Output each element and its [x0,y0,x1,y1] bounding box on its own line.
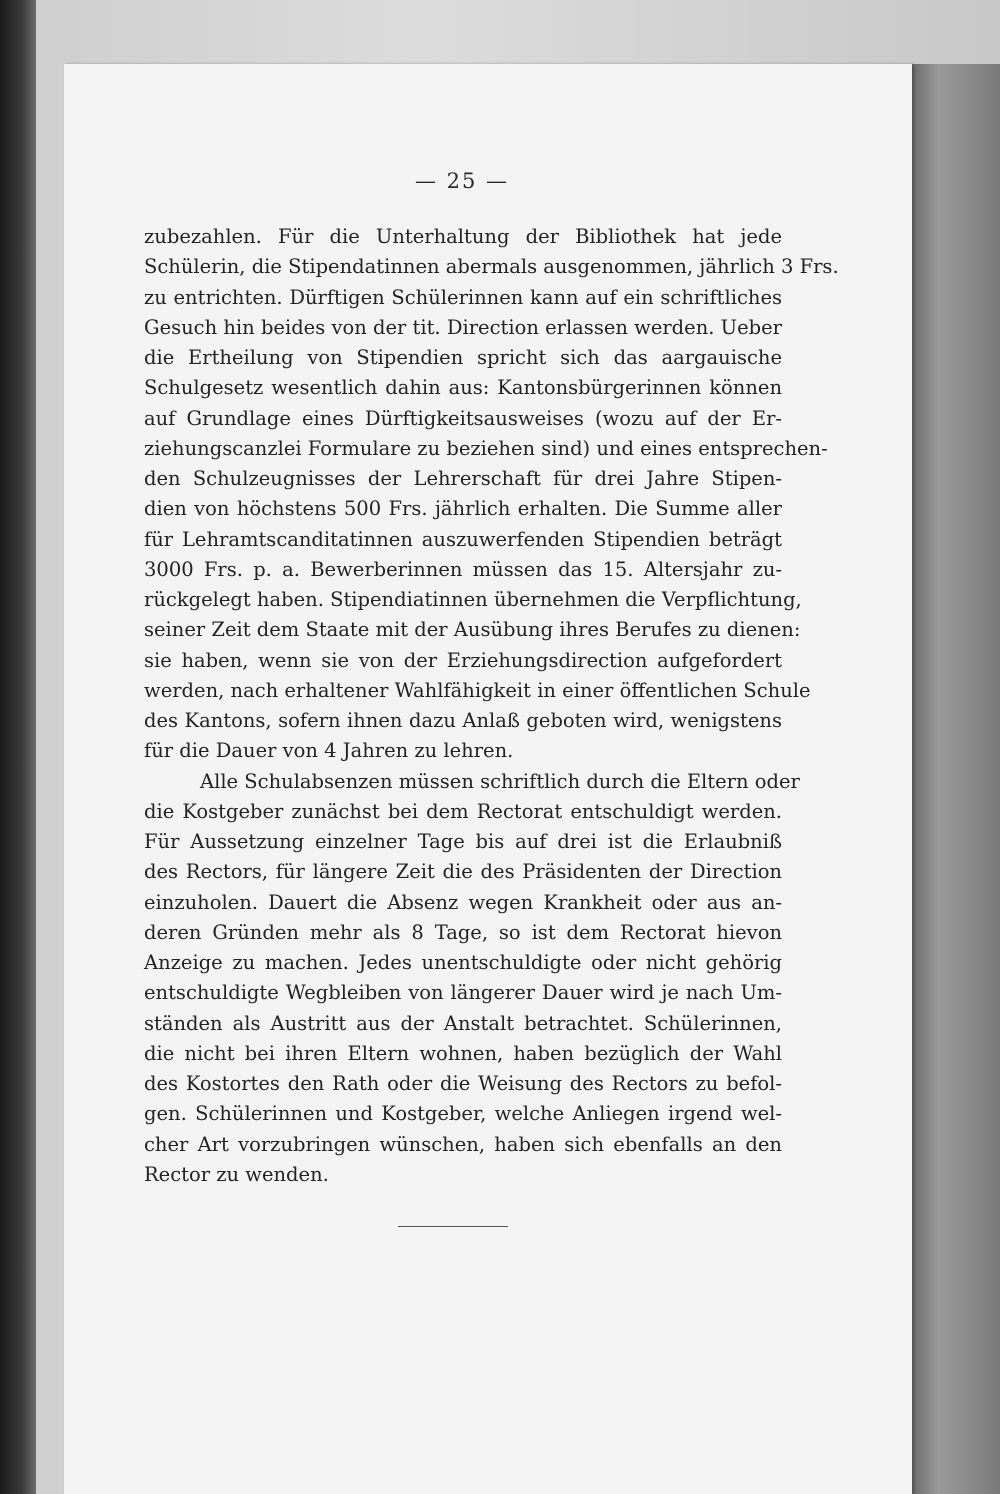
text-line: ziehungscanzlei Formulare zu beziehen sind) und eines entsprechen- [144,436,828,460]
text-line: des Rectors, für längere Zeit die des Präsidenten der Direction [144,860,782,884]
text-line: Schulgesetz wesentlich dahin aus: Kantonsbürgerinnen können [144,376,782,400]
text-line: seiner Zeit dem Staate mit der Ausübung ihres Berufes zu dienen: [144,618,801,642]
text-line: gen. Schülerinnen und Kostgeber, welche Anliegen irgend wel- [144,1102,782,1126]
text-line: die Ertheilung von Stipendien spricht sich das aargauische [144,346,782,369]
text-line: entschuldigte Wegbleiben von längerer Dauer wird je nach Um- [144,981,782,1005]
text-line: ständen als Austritt aus der Anstalt betrachtet. Schülerinnen, [144,1011,782,1035]
text-line: zubezahlen. Für die Unterhaltung der Bibliothek hat jede [144,225,782,248]
page-number: — 25 — [414,169,510,193]
text-line: deren Gründen mehr als 8 Tage, so ist dem Rectorat hievon [144,920,782,944]
text-line: des Kostortes den Rath oder die Weisung des Rectors zu befol- [144,1072,782,1095]
book-binding-edge [0,0,36,1494]
end-rule [398,1226,508,1227]
text-line: zu entrichten. Dürftigen Schülerinnen kann auf ein schriftliches [144,285,782,309]
text-line: cher Art vorzubringen wünschen, haben sich ebenfalls an den [144,1132,782,1156]
body-text [144,222,839,1190]
text-line: Alle Schulabsenzen müssen schriftlich durch die Eltern oder [200,769,800,793]
text-line: Schülerin, die Stipendatinnen abermals ausgenommen, jährlich 3 Frs. [144,255,839,279]
text-line: 3000 Frs. p. a. Bewerberinnen müssen das 15. Altersjahr zu- [144,557,782,581]
paragraph [144,767,800,1191]
text-line: einzuholen. Dauert die Absenz wegen Krankheit oder aus an- [144,890,782,914]
text-line: die Kostgeber zunächst bei dem Rectorat entschuldigt werden. [144,799,782,823]
paragraph [144,222,839,767]
text-line: Für Aussetzung einzelner Tage bis auf drei ist die Erlaubniß [144,830,782,853]
text-line: die nicht bei ihren Eltern wohnen, haben bezüglich der Wahl [144,1041,782,1065]
text-line: den Schulzeugnisses der Lehrerschaft für drei Jahre Stipen- [144,467,782,490]
text-line: dien von höchstens 500 Frs. jährlich erhalten. Die Summe aller [144,497,782,521]
text-line: Anzeige zu machen. Jedes unentschuldigte oder nicht gehörig [144,951,782,974]
text-line: des Kantons, sofern ihnen dazu Anlaß geboten wird, wenigstens [144,709,782,732]
text-line: auf Grundlage eines Dürftigkeitsausweises (wozu auf der Er- [144,406,782,430]
text-line: sie haben, wenn sie von der Erziehungsdirection aufgefordert [144,648,782,672]
text-line: Gesuch hin beides von der tit. Direction erlassen werden. Ueber [144,315,782,339]
page-stack-edge [912,64,1000,1494]
text-line: rückgelegt haben. Stipendiatinnen übernehmen die Verpflichtung, [144,588,802,611]
text-line: für die Dauer von 4 Jahren zu lehren. [144,739,514,763]
text-line: werden, nach erhaltener Wahlfähigkeit in einer öffentlichen Schule [144,678,811,702]
text-line: Rector zu wenden. [144,1162,329,1186]
text-line: für Lehramtscanditatinnen auszuwerfenden Stipendien beträgt [144,527,782,551]
